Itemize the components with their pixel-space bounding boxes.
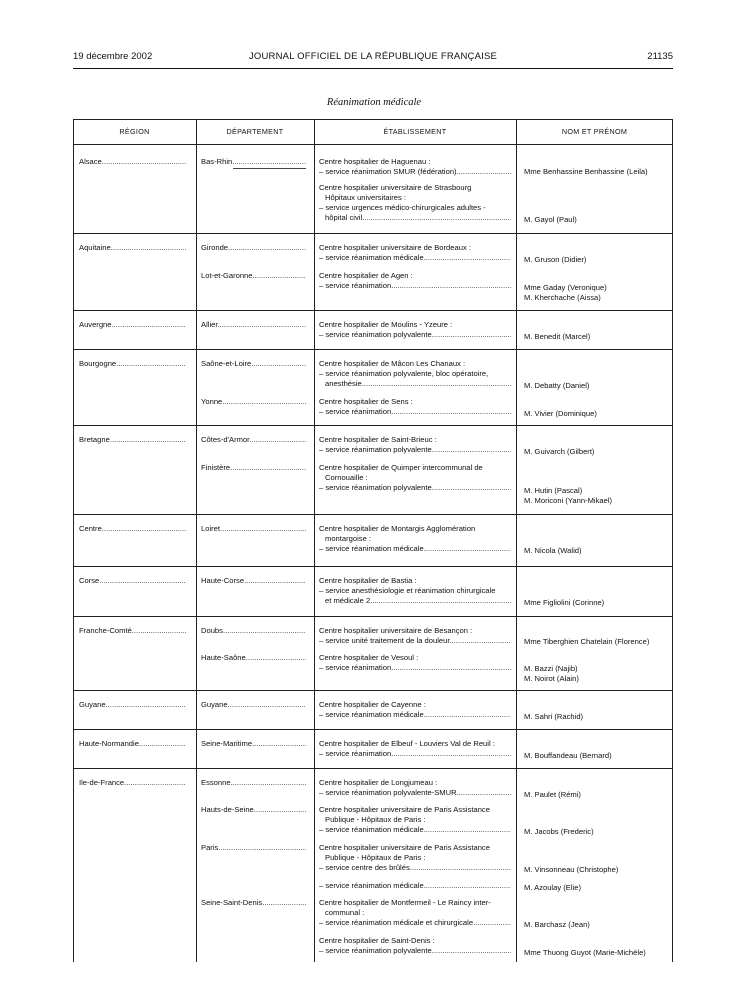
nom-cell: M. Jacobs (Frederic): [524, 827, 594, 836]
etablissement-line: Centre hospitalier universitaire de Paris Assistance: [319, 843, 490, 852]
issue-date: 19 décembre 2002: [73, 51, 153, 62]
col-divider: [516, 119, 517, 962]
col-divider: [196, 119, 197, 962]
departement-cell: Finistère .....: [201, 463, 306, 473]
etablissement-line: Centre hospitalier de Agen :: [319, 271, 413, 280]
nom-cell: M. Debatty (Daniel): [524, 381, 590, 390]
etablissement-line: Centre hospitalier de Sens :: [319, 397, 413, 406]
row-separator: [73, 144, 673, 145]
etablissement-line: Centre hospitalier de Longjumeau :: [319, 778, 438, 787]
departement-cell: Haute-Corse .....: [201, 576, 306, 586]
row-separator: [73, 729, 673, 730]
etablissement-line: et médicale 2 .....: [325, 596, 511, 606]
departement-cell: Seine-Saint-Denis .....: [201, 898, 306, 908]
section-title: Réanimation médicale: [326, 97, 422, 108]
etablissement-line: Centre hospitalier de Montfermeil - Le Raincy inter-: [319, 898, 491, 907]
row-separator: [73, 690, 673, 691]
nom-cell: M. Paulet (Rémi): [524, 790, 581, 799]
departement-cell: Hauts-de-Seine .....: [201, 805, 306, 815]
etablissement-line: Publique - Hôpitaux de Paris :: [325, 853, 426, 862]
nom-cell: M. Azoulay (Elie): [524, 883, 581, 892]
etablissement-line: montargoise :: [325, 534, 372, 543]
row-separator: [73, 310, 673, 311]
nom-cell: M. Sahri (Rachid): [524, 712, 584, 721]
nom-cell: Mme Figliolini (Corinne): [524, 598, 605, 607]
nom-cell: M. Bazzi (Najib): [524, 664, 578, 673]
departement-cell: Paris .....: [201, 843, 306, 853]
etablissement-line: Centre hospitalier universitaire de Besançon :: [319, 626, 473, 635]
etablissement-line: communal :: [325, 908, 365, 917]
etablissement-line: anesthésie .....: [325, 379, 511, 389]
nom-cell: M. Gayol (Paul): [524, 215, 577, 224]
nom-cell: Mme Tiberghien Chatelain (Florence): [524, 637, 650, 646]
row-separator: [73, 233, 673, 234]
etablissement-line: – service réanimation polyvalente .....: [319, 483, 511, 493]
journal-title: JOURNAL OFFICIEL DE LA RÉPUBLIQUE FRANÇAISE: [248, 51, 498, 62]
etablissement-line: – service anesthésiologie et réanimation chirurgicale: [319, 586, 496, 595]
nom-cell: M. Vinsonneau (Christophe): [524, 865, 619, 874]
departement-cell: Doubs .....: [201, 626, 306, 636]
page-number: 21135: [647, 51, 673, 62]
nom-cell: M. Hutin (Pascal): [524, 486, 583, 495]
departement-cell: Seine-Maritime .....: [201, 739, 306, 749]
departement-cell: Loiret .....: [201, 524, 306, 534]
departement-cell: Yonne .....: [201, 397, 306, 407]
region-cell: Guyane .....: [79, 700, 186, 710]
departement-cell: Essonne .....: [201, 778, 306, 788]
etablissement-line: – service réanimation médicale et chirurgicale .....: [319, 918, 511, 928]
nom-cell: M. Bouffandeau (Bernard): [524, 751, 612, 760]
nom-cell: Mme Benhassine Benhassine (Leila): [524, 167, 648, 176]
nom-cell: M. Kherchache (Aissa): [524, 293, 601, 302]
etablissement-line: – service urgences médico-chirurgicales adultes -: [319, 203, 486, 212]
row-separator: [73, 616, 673, 617]
col-header-nom: NOM ET PRÉNOM: [561, 127, 628, 136]
nom-cell: M. Nicola (Walid): [524, 546, 582, 555]
region-cell: Aquitaine .....: [79, 243, 186, 253]
nom-cell: M. Benedit (Marcel): [524, 332, 591, 341]
etablissement-line: – service unité traitement de la douleur .....: [319, 636, 511, 646]
region-cell: Auvergne .....: [79, 320, 186, 330]
region-cell: Alsace .....: [79, 157, 186, 167]
etablissement-line: Centre hospitalier de Elbeuf - Louviers Val de Reuil :: [319, 739, 495, 748]
dept-separator: [233, 168, 306, 169]
departement-cell: Saône-et-Loire .....: [201, 359, 306, 369]
etablissement-line: Centre hospitalier de Saint-Denis :: [319, 936, 435, 945]
page-header: [73, 51, 673, 65]
departement-cell: Allier .....: [201, 320, 306, 330]
etablissements-table: [73, 119, 673, 962]
etablissement-line: – service réanimation SMUR (fédération) .....: [319, 167, 511, 177]
etablissement-line: Centre hospitalier de Saint-Brieuc :: [319, 435, 437, 444]
etablissement-line: – service réanimation .....: [319, 663, 511, 673]
etablissement-line: – service réanimation .....: [319, 281, 511, 291]
etablissement-line: Centre hospitalier de Bastia :: [319, 576, 417, 585]
nom-cell: M. Barchasz (Jean): [524, 920, 590, 929]
col-divider: [314, 119, 315, 962]
departement-cell: Gironde .....: [201, 243, 306, 253]
etablissement-line: – service réanimation médicale .....: [319, 825, 511, 835]
col-header-etablissement: ÉTABLISSEMENT: [383, 127, 447, 136]
etablissement-line: – service réanimation polyvalente, bloc opératoire,: [319, 369, 489, 378]
departement-cell: Guyane .....: [201, 700, 306, 710]
etablissement-line: – service réanimation médicale .....: [319, 881, 511, 891]
etablissement-line: Centre hospitalier de Cayenne :: [319, 700, 426, 709]
etablissement-line: – service réanimation polyvalente .....: [319, 946, 511, 956]
region-cell: Bourgogne .....: [79, 359, 186, 369]
nom-cell: M. Moriconi (Yann-Mikael): [524, 496, 613, 505]
region-cell: Franche-Comté .....: [79, 626, 186, 636]
etablissement-line: Cornouaille :: [325, 473, 368, 482]
etablissement-line: Centre hospitalier de Haguenau :: [319, 157, 431, 166]
etablissement-line: Centre hospitalier de Mâcon Les Chanaux :: [319, 359, 466, 368]
nom-cell: Mme Thuong Guyot (Marie-Michèle): [524, 948, 646, 957]
etablissement-line: – service réanimation médicale .....: [319, 710, 511, 720]
etablissement-line: – service centre des brûlés .....: [319, 863, 511, 873]
etablissement-line: – service réanimation polyvalente .....: [319, 445, 511, 455]
region-cell: Ile-de-France .....: [79, 778, 186, 788]
etablissement-line: Centre hospitalier universitaire de Paris Assistance: [319, 805, 490, 814]
row-separator: [73, 349, 673, 350]
departement-cell: Haute-Saône .....: [201, 653, 306, 663]
nom-cell: M. Gruson (Didier): [524, 255, 587, 264]
row-separator: [73, 425, 673, 426]
etablissement-line: – service réanimation polyvalente-SMUR .....: [319, 788, 511, 798]
departement-cell: Côtes-d'Armor .....: [201, 435, 306, 445]
row-separator: [73, 514, 673, 515]
region-cell: Bretagne .....: [79, 435, 186, 445]
nom-cell: M. Vivier (Dominique): [524, 409, 597, 418]
etablissement-line: – service réanimation .....: [319, 407, 511, 417]
region-cell: Corse .....: [79, 576, 186, 586]
region-cell: Haute-Normandie .....: [79, 739, 186, 749]
etablissement-line: – service réanimation médicale .....: [319, 544, 511, 554]
etablissement-line: – service réanimation polyvalente .....: [319, 330, 511, 340]
etablissement-line: Publique - Hôpitaux de Paris :: [325, 815, 426, 824]
etablissement-line: Centre hospitalier de Moulins - Yzeure :: [319, 320, 453, 329]
nom-cell: M. Noirot (Alain): [524, 674, 579, 683]
etablissement-line: Centre hospitalier de Vesoul :: [319, 653, 419, 662]
etablissement-line: Centre hospitalier de Montargis Agglomération: [319, 524, 476, 533]
etablissement-line: Centre hospitalier universitaire de Bordeaux :: [319, 243, 471, 252]
nom-cell: Mme Gaday (Veronique): [524, 283, 607, 292]
row-separator: [73, 768, 673, 769]
header-rule: [73, 68, 673, 69]
nom-cell: M. Guivarch (Gilbert): [524, 447, 595, 456]
col-header-departement: DÉPARTEMENT: [226, 127, 284, 136]
etablissement-line: – service réanimation .....: [319, 749, 511, 759]
etablissement-line: Centre hospitalier universitaire de Strasbourg: [319, 183, 472, 192]
etablissement-line: Hôpitaux universitaires :: [325, 193, 407, 202]
departement-cell: Lot-et-Garonne .....: [201, 271, 306, 281]
row-separator: [73, 566, 673, 567]
etablissement-line: hôpital civil .....: [325, 213, 511, 223]
departement-cell: Bas-Rhin .....: [201, 157, 306, 167]
col-header-region: RÉGION: [119, 127, 150, 136]
etablissement-line: – service réanimation médicale .....: [319, 253, 511, 263]
etablissement-line: Centre hospitalier de Quimper intercommunal de: [319, 463, 483, 472]
region-cell: Centre .....: [79, 524, 186, 534]
